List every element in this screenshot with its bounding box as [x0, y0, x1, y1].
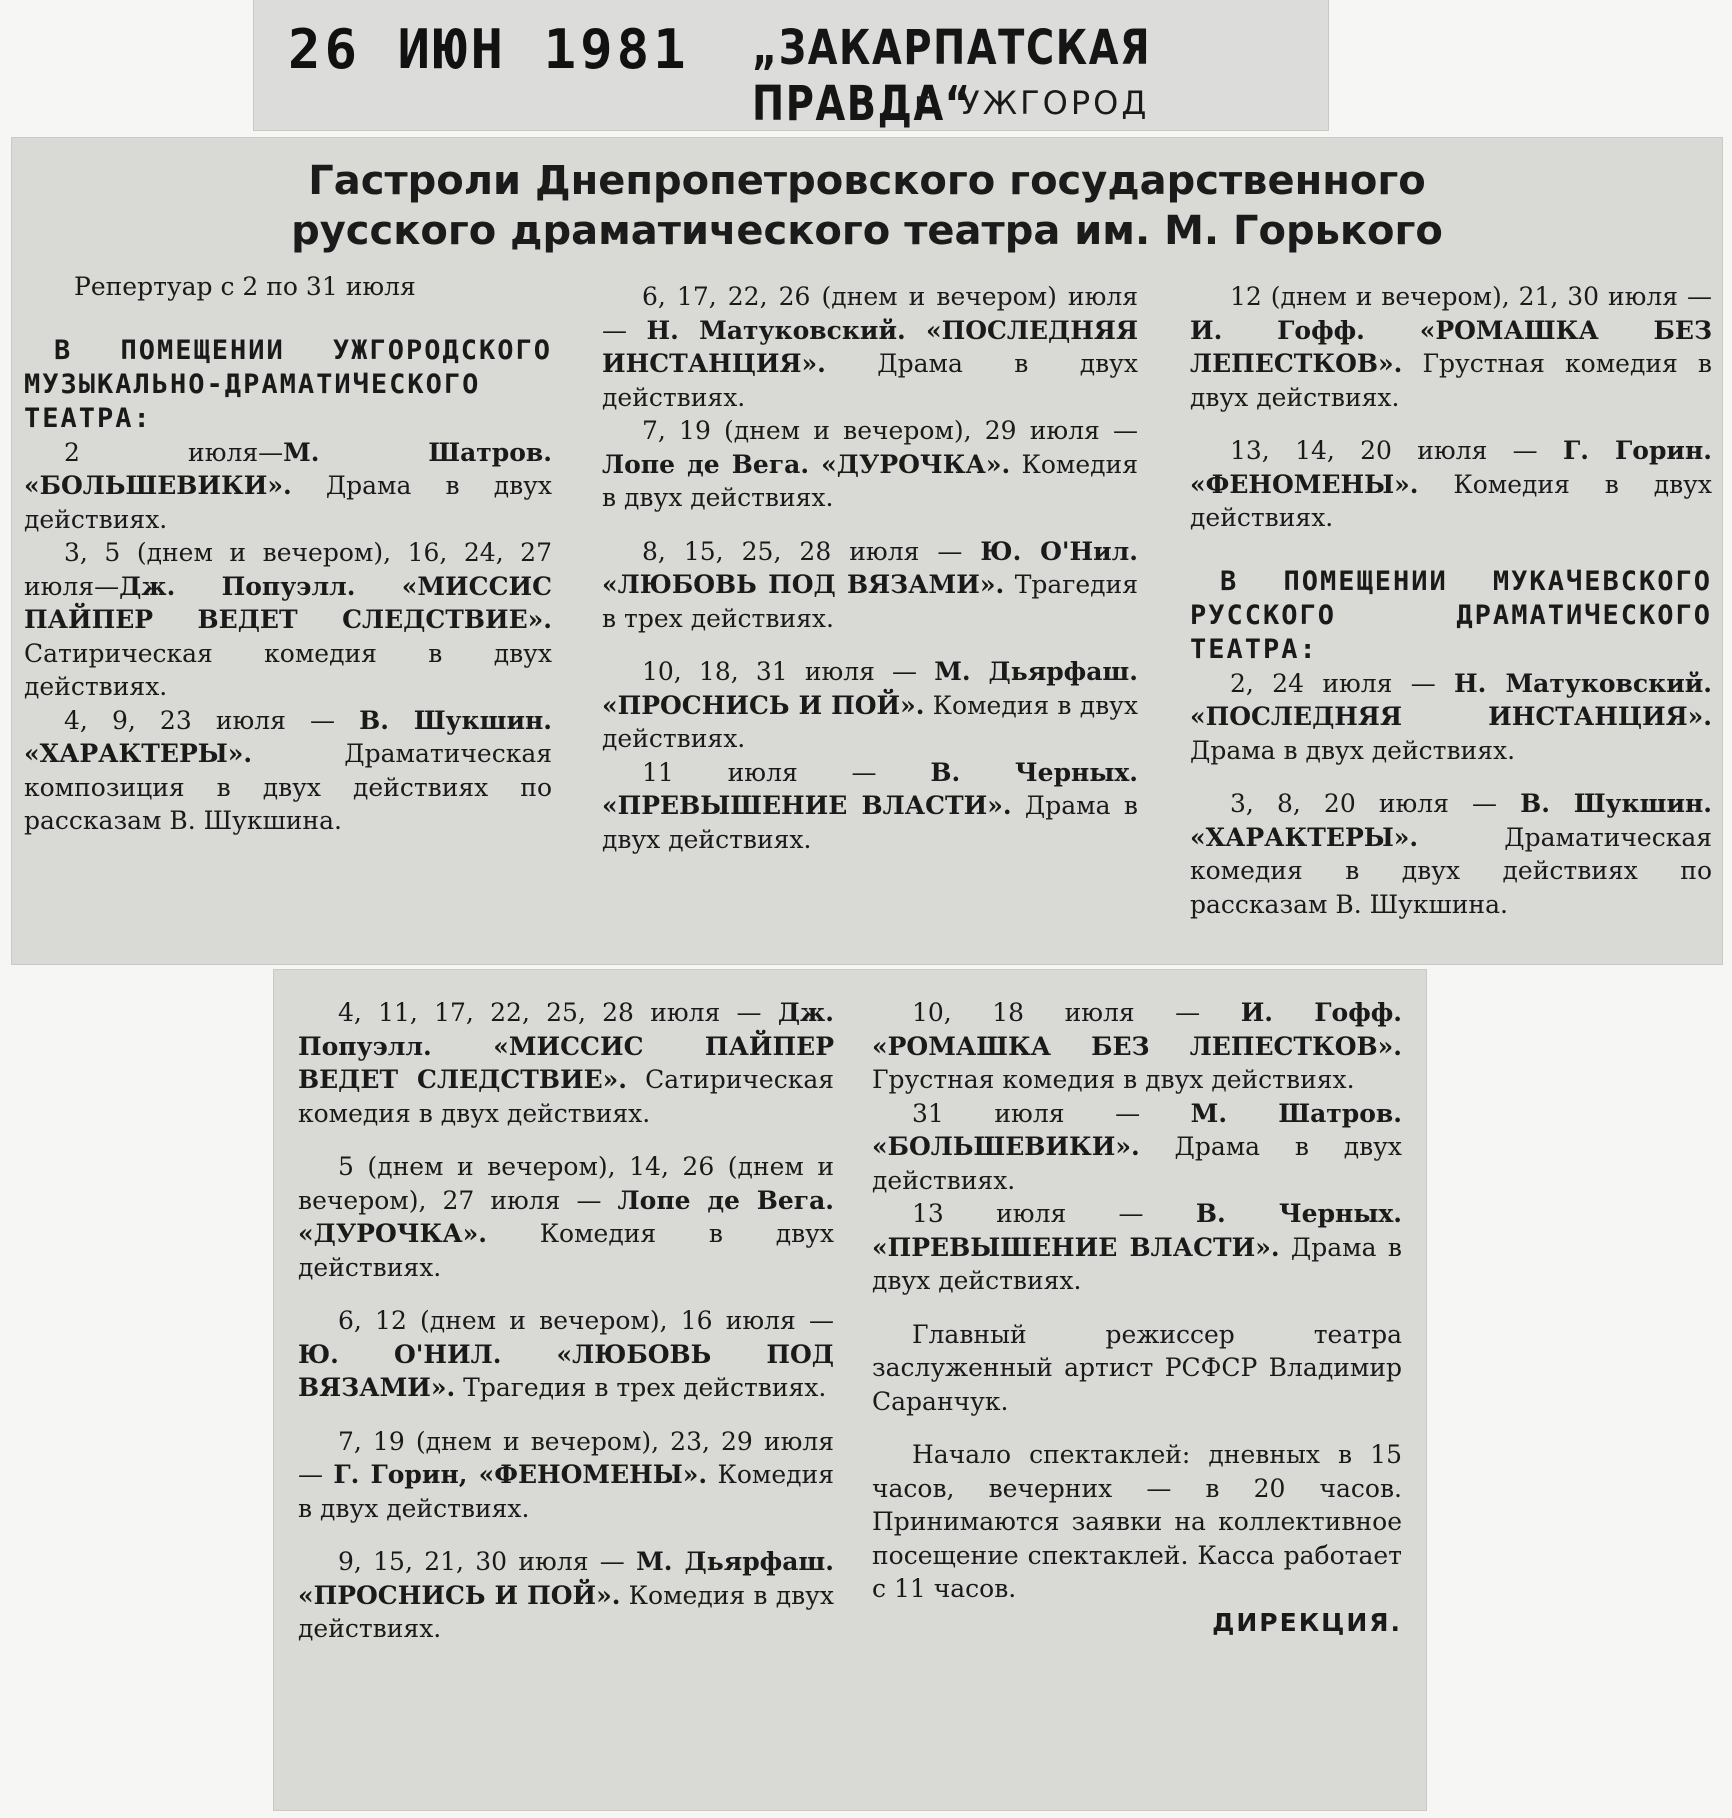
signature: ДИРЕКЦИЯ. [1212, 1607, 1402, 1637]
repertoire-line: Репертуар с 2 по 31 июля [74, 272, 416, 301]
column-2 [602, 280, 1138, 856]
listing-entry: 3, 8, 20 июля — В. Шукшин. «ХАРАКТЕРЫ». Драматическая комедия в двух действиях по рассказам В. Шукшина. [1190, 789, 1712, 919]
listing-entry: 6, 17, 22, 26 (днем и вечером) июля — Н. Матуковский. «ПОСЛЕДНЯЯ ИНСТАНЦИЯ». Драма в двух действиях. [602, 282, 1138, 412]
stamp-city: г. УЖГОРОД [914, 84, 1150, 122]
column-1 [24, 270, 552, 838]
venue-heading-mukachevo: В ПОМЕЩЕНИИ МУКАЧЕВСКОГО РУССКОГО ДРАМАТИЧЕСКОГО ТЕАТРА: [1190, 565, 1712, 665]
listing-entry: 11 июля — В. Черных. «ПРЕВЫШЕНИЕ ВЛАСТИ». Драма в двух действиях. [602, 757, 1139, 854]
stamp-newspaper: „ЗАКАРПАТСКАЯ ПРАВДА“ [752, 20, 1152, 132]
date-stamp [254, 0, 1328, 130]
listing-entry: 4, 9, 23 июля — В. Шукшин. «ХАРАКТЕРЫ». Драматическая композиция в двух действиях по рассказам В. Шукшина. [24, 705, 552, 835]
listing-entry: 12 (днем и вечером), 21, 30 июля — И. Гофф. «РОМАШКА БЕЗ ЛЕПЕСТКОВ». Грустная комедия в двух действиях. [1190, 282, 1712, 412]
venue-heading-uzhgorod: В ПОМЕЩЕНИИ УЖГОРОДСКОГО МУЗЫКАЛЬНО-ДРАМАТИЧЕСКОГО ТЕАТРА: [24, 334, 552, 434]
headline-line-1: Гастроли Днепропетровского государственного [308, 158, 1426, 204]
showtimes-notice: Начало спектаклей: дневных в 15 часов, вечерних — в 20 часов. Принимаются заявки на коллективное посещение спектаклей. Касса работает с 11 часов. [872, 1440, 1402, 1603]
listing-entry: 4, 11, 17, 22, 25, 28 июля — Дж. Попуэлл. «МИССИС ПАЙПЕР ВЕДЕТ СЛЕДСТВИЕ». Сатирическая комедия в двух действиях. [298, 998, 834, 1128]
clipping-top [12, 138, 1722, 964]
column-5 [872, 996, 1402, 1639]
listing-entry: 2, 24 июля — Н. Матуковский. «ПОСЛЕДНЯЯ ИНСТАНЦИЯ». Драма в двух действиях. [1190, 668, 1712, 765]
listing-entry: 3, 5 (днем и вечером), 16, 24, 27 июля—Дж. Попуэлл. «МИССИС ПАЙПЕР ВЕДЕТ СЛЕДСТВИЕ». Сатирическая комедия в двух действиях. [24, 538, 552, 701]
headline-line-2: русского драматического театра им. М. Горького [291, 208, 1443, 254]
listing-entry: 5 (днем и вечером), 14, 26 (днем и вечером), 27 июля — Лопе де Вега. «ДУРОЧКА». Комедия в двух действиях. [298, 1152, 834, 1282]
listing-entry: 13 июля — В. Черных. «ПРЕВЫШЕНИЕ ВЛАСТИ». Драма в двух действиях. [872, 1199, 1403, 1295]
listing-entry: 10, 18, 31 июля — М. Дьярфаш. «ПРОСНИСЬ И ПОЙ». Комедия в двух действиях. [602, 657, 1138, 753]
clipping-bottom [274, 970, 1426, 1810]
listing-entry: 7, 19 (днем и вечером), 23, 29 июля — Г. Горин, «ФЕНОМЕНЫ». Комедия в двух действиях. [298, 1426, 834, 1523]
listing-entry: 13, 14, 20 июля — Г. Горин. «ФЕНОМЕНЫ». Комедия в двух действиях. [1190, 436, 1712, 532]
listing-entry: 10, 18 июля — И. Гофф. «РОМАШКА БЕЗ ЛЕПЕСТКОВ». Грустная комедия в двух действиях. [872, 998, 1403, 1094]
listing-entry: 8, 15, 25, 28 июля — Ю. О'Нил. «ЛЮБОВЬ ПОД ВЯЗАМИ». Трагедия в трех действиях. [602, 536, 1138, 633]
column-4 [298, 996, 834, 1646]
column-3 [1190, 280, 1712, 921]
listing-entry: 31 июля — М. Шатров. «БОЛЬШЕВИКИ». Драма в двух действиях. [872, 1098, 1402, 1195]
listing-entry: 6, 12 (днем и вечером), 16 июля — Ю. О'НИЛ. «ЛЮБОВЬ ПОД ВЯЗАМИ». Трагедия в трех действиях. [298, 1306, 834, 1402]
director-credit: Главный режиссер театра заслуженный артист РСФСР Владимир Саранчук. [872, 1319, 1402, 1416]
headline [12, 156, 1722, 256]
listing-entry: 2 июля—М. Шатров. «БОЛЬШЕВИКИ». Драма в двух действиях. [24, 437, 553, 534]
listing-entry: 7, 19 (днем и вечером), 29 июля — Лопе де Вега. «ДУРОЧКА». Комедия в двух действиях. [602, 416, 1138, 512]
listing-entry: 9, 15, 21, 30 июля — М. Дьярфаш. «ПРОСНИСЬ И ПОЙ». Комедия в двух действиях. [298, 1547, 834, 1643]
stamp-date: 26 ИЮН 1981 [288, 18, 690, 81]
